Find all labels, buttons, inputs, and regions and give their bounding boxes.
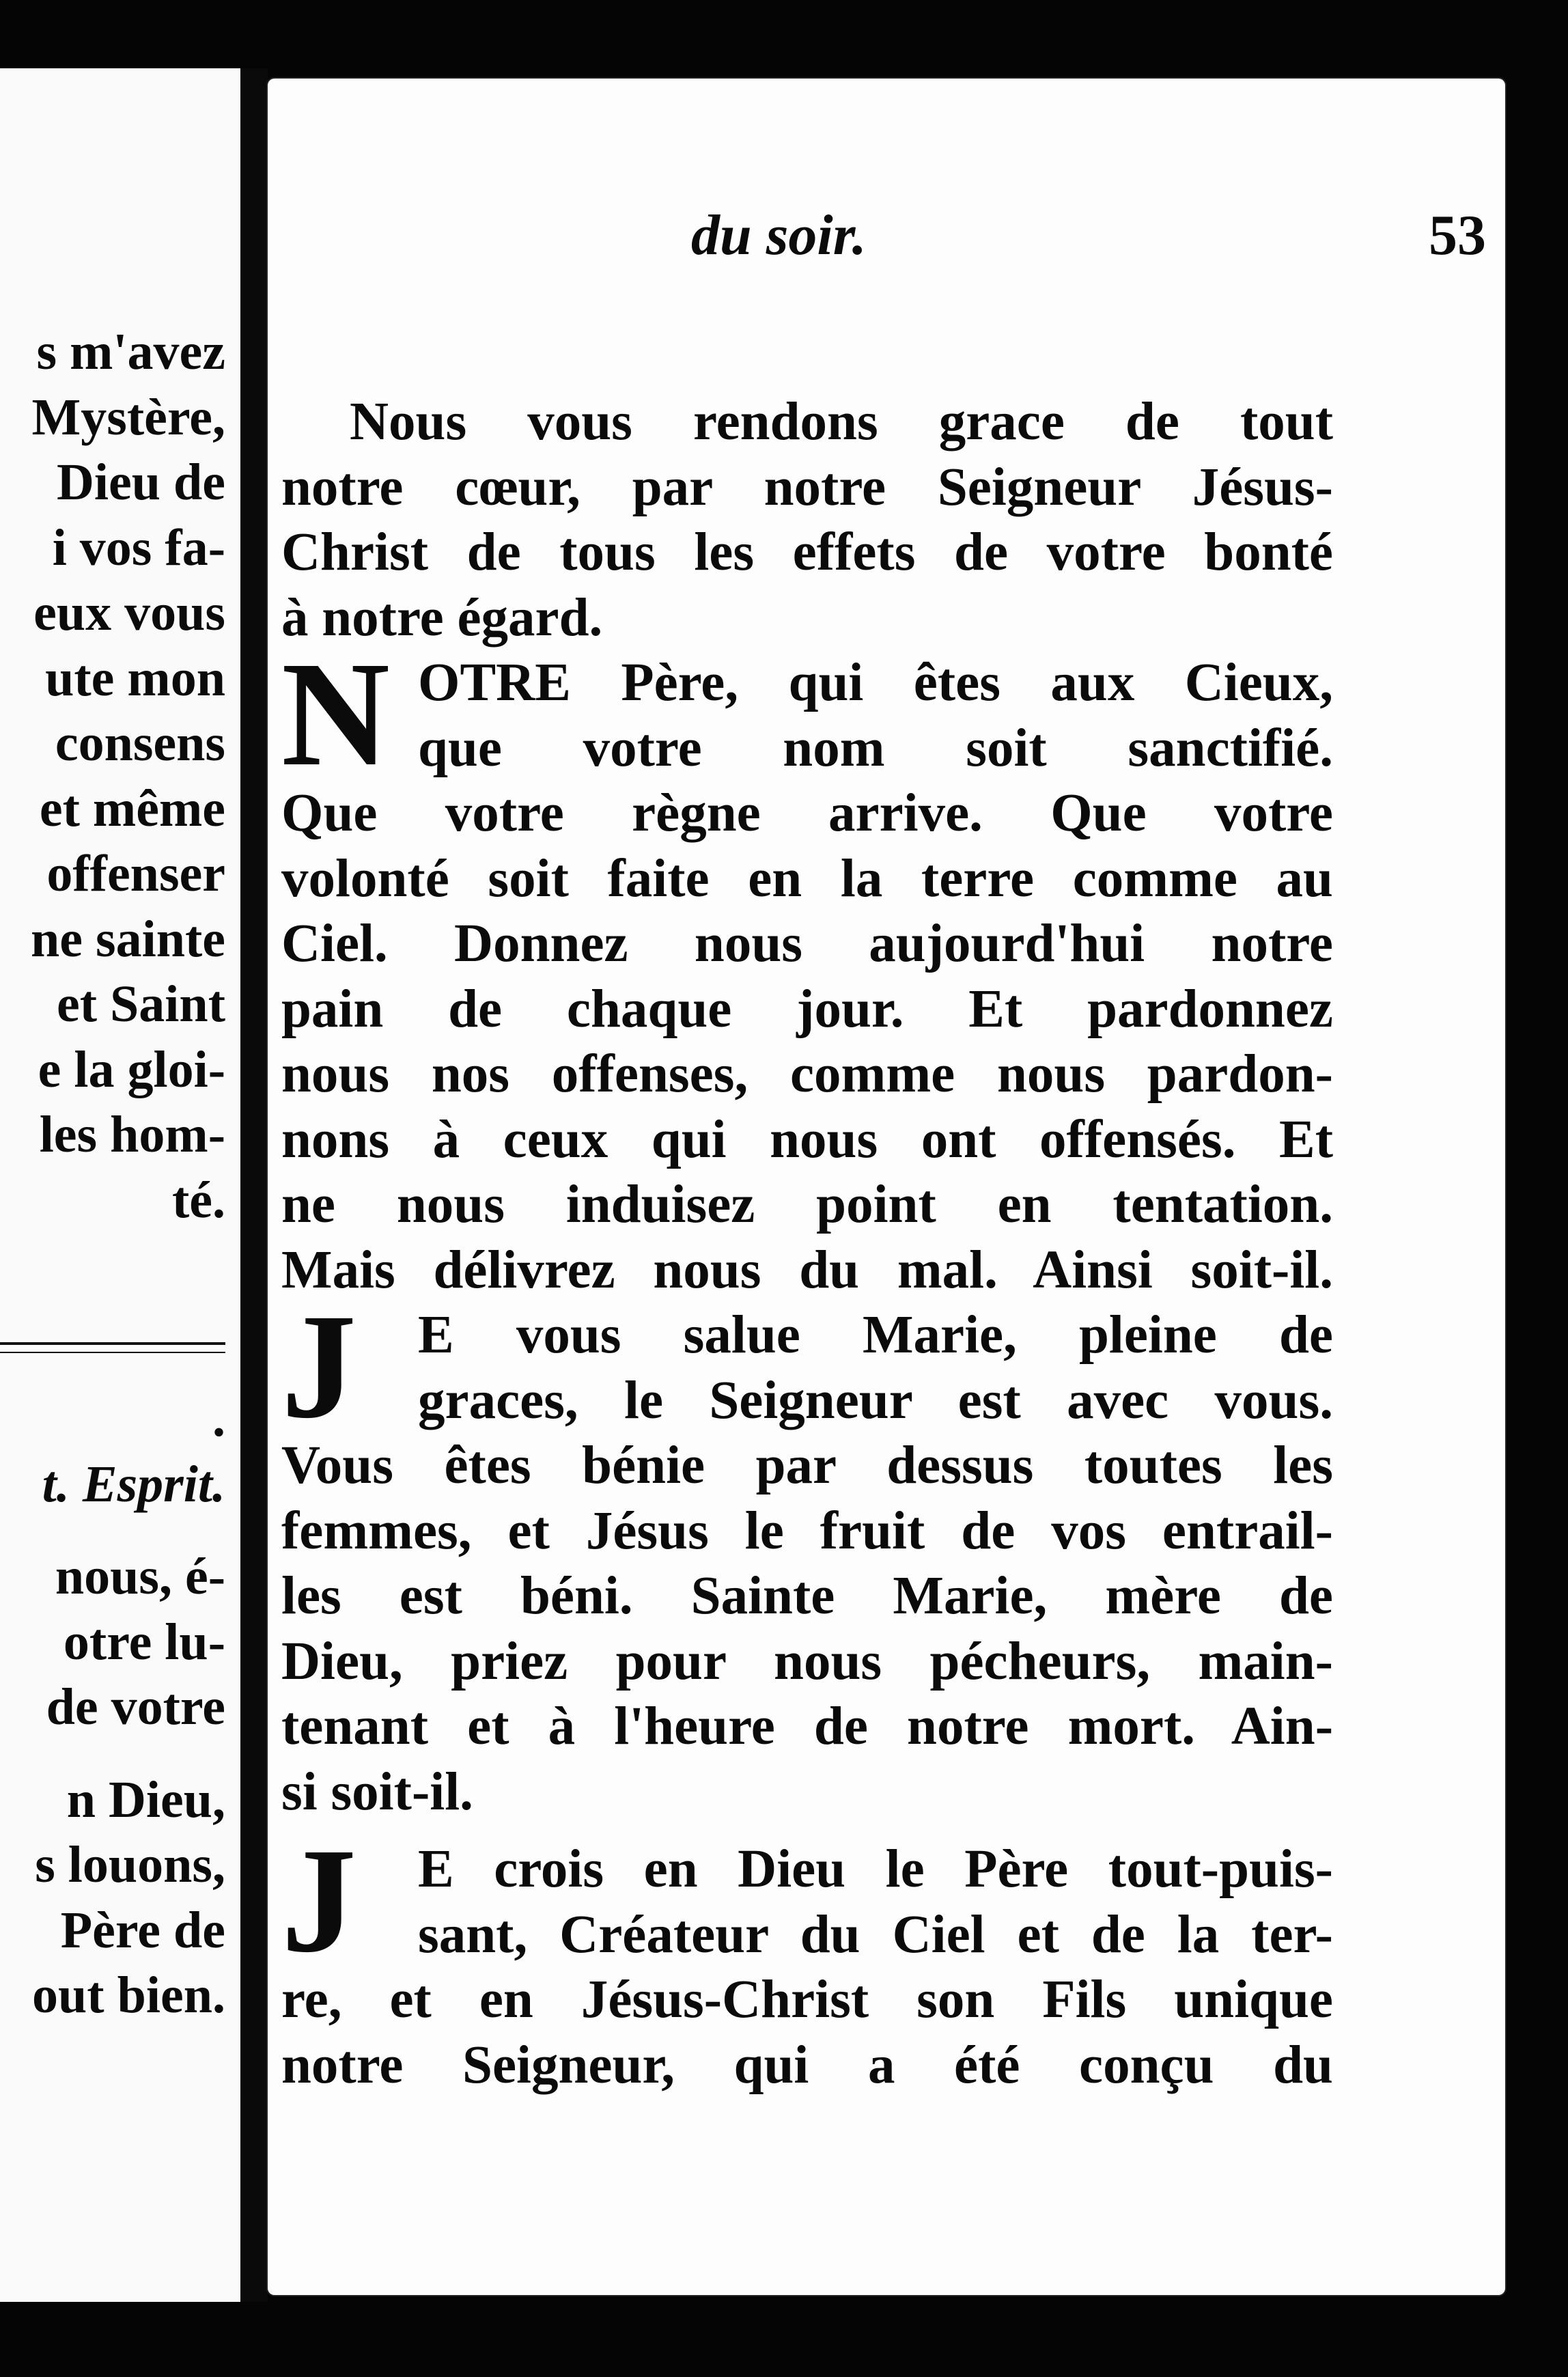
paragraph-ave-maria — [281, 1283, 1333, 1824]
text-line: E vous salue Marie, pleine de — [418, 1305, 1333, 1365]
drop-cap: J — [281, 1817, 356, 1984]
page-number: 53 — [1429, 204, 1486, 267]
text-line: graces, le Seigneur est avec vous. — [418, 1370, 1333, 1430]
paragraph-pater-noster — [281, 630, 1333, 1303]
left-line: Mystère, — [31, 388, 225, 446]
left-line: i vos fa- — [52, 518, 225, 576]
paragraph-spacer — [281, 1824, 1333, 1837]
text-line: E crois en Dieu le Père tout-puis- — [418, 1839, 1333, 1899]
left-line: s louons, — [35, 1836, 225, 1893]
left-line: eux vous — [33, 584, 225, 641]
left-line-gap — [32, 1740, 225, 1768]
text-line: notre Seigneur, qui a été conçu du — [281, 2035, 1333, 2095]
drop-cap: J — [281, 1283, 356, 1449]
text-line: pain de chaque jour. Et pardonnez — [281, 979, 1333, 1039]
text-line: à notre égard. — [281, 587, 603, 648]
left-page-lower-text — [32, 1387, 225, 2029]
left-line: n Dieu, — [66, 1770, 225, 1829]
left-line: Dieu de — [57, 454, 225, 511]
book-gutter — [240, 68, 268, 2302]
left-line: e la gloi- — [38, 1040, 225, 1098]
text-line: nons à ceux qui nous ont offensés. Et — [281, 1109, 1333, 1169]
left-line: nous, é- — [55, 1548, 225, 1605]
left-line: de votre — [46, 1678, 225, 1736]
text-line: Ciel. Donnez nous aujourd'hui notre — [281, 914, 1333, 973]
left-line: Père de — [60, 1901, 225, 1959]
text-line: Mais délivrez nous du mal. Ainsi soit-il. — [281, 1240, 1333, 1300]
drop-cap: N — [281, 630, 390, 797]
left-page-text — [31, 320, 225, 1233]
left-line-gap — [32, 1517, 225, 1544]
text-line: sant, Créateur du Ciel et de la ter- — [418, 1904, 1333, 1964]
text-line: OTRE Père, qui êtes aux Cieux, — [418, 653, 1333, 712]
text-line: nous nos offenses, comme nous pardon- — [281, 1044, 1333, 1104]
text-line: re, et en Jésus-Christ son Fils unique — [281, 1970, 1333, 2029]
page-body — [281, 389, 1333, 2098]
text-line: ne nous induisez point en tentation. — [281, 1175, 1333, 1234]
left-line: té. — [171, 1171, 225, 1229]
left-line: t. Esprit. — [42, 1455, 225, 1513]
right-page — [268, 79, 1505, 2295]
text-line: les est béni. Sainte Marie, mère de — [281, 1566, 1333, 1626]
left-line: out bien. — [32, 1966, 225, 2024]
text-line: Que votre règne arrive. Que votre — [281, 783, 1333, 843]
text-line: Christ de tous les effets de votre bonté — [281, 523, 1333, 582]
running-title: du soir. — [691, 204, 867, 267]
text-line: tenant et à l'heure de notre mort. Ain- — [281, 1697, 1333, 1756]
section-rule — [0, 1342, 225, 1353]
text-line: Nous vous rendons grace de tout — [350, 392, 1333, 451]
text-line: femmes, et Jésus le fruit de vos entrail- — [281, 1501, 1333, 1561]
left-line: s m'avez — [36, 323, 225, 380]
left-line: consens — [55, 714, 225, 772]
text-line: volonté soit faite en la terre comme au — [281, 848, 1333, 908]
left-line: ute mon — [45, 649, 225, 707]
text-line: notre cœur, par notre Seigneur Jésus- — [281, 457, 1333, 517]
paragraph-credo — [281, 1817, 1333, 2098]
text-line: si soit-il. — [281, 1762, 473, 1822]
page-header — [268, 201, 1505, 270]
left-page — [0, 68, 242, 2302]
left-line: otre lu- — [63, 1613, 225, 1671]
left-line: les hom- — [39, 1106, 225, 1163]
text-line: Dieu, priez pour nous pécheurs, main- — [281, 1631, 1333, 1691]
left-line: . — [212, 1390, 225, 1447]
left-line: et même — [39, 779, 225, 837]
left-line: et Saint — [57, 975, 225, 1033]
text-line: que votre nom soit sanctifié. — [418, 718, 1333, 778]
left-line: ne sainte — [31, 910, 225, 968]
text-line: Vous êtes bénie par dessus toutes les — [281, 1436, 1333, 1495]
left-line: offenser — [46, 845, 225, 902]
paragraph-thanksgiving — [281, 389, 1333, 650]
